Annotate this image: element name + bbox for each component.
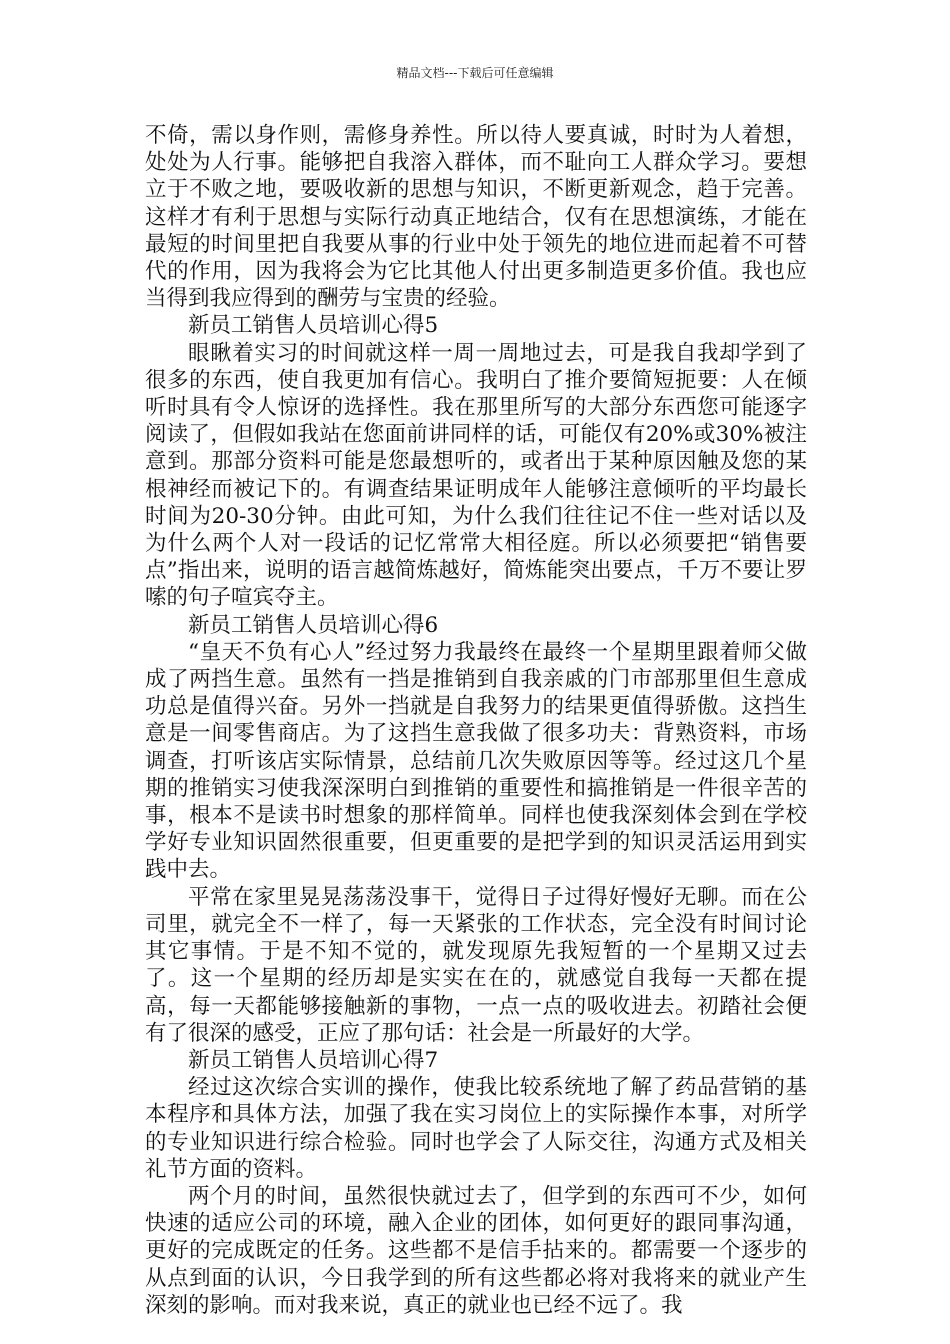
document-body (145, 122, 807, 1319)
paragraph-continuation: 不倚，需以身作则，需修身养性。所以待人要真诚，时时为人着想，处处为人行事。能够把自我溶入群体，而不耻向工人群众学习。要想立于不败之地，要吸收新的思想与知识，不断更新观念，趋于完善。这样才有利于思想与实际行动真正地结合，仅有在思想演练，才能在最短的时间里把自我要从事的行业中处于领先的地位进而起着不可替代的作用，因为我将会为它比其他人付出更多制造更多价值。我也应当得到我应得到的酬劳与宝贵的经验。 (145, 123, 807, 312)
section-heading-5: 新员工销售人员培训心得5 (188, 313, 439, 339)
page-header: 精品文档---下载后可任意编辑 (396, 66, 554, 80)
paragraph: 两个月的时间，虽然很快就过去了，但学到的东西可不少，如何快速的适应公司的环境，融入企业的团体，如何更好的跟同事沟通，更好的完成既定的任务。这些都不是信手拈来的。都需要一个逐步的从点到面的认识，今日我学到的所有这些都必将对我将来的就业产生深刻的影响。而对我来说，真正的就业也已经不远了。我 (145, 1183, 807, 1318)
paragraph: 平常在家里晃晃荡荡没事干，觉得日子过得好慢好无聊。而在公司里，就完全不一样了，每一天紧张的工作状态，完全没有时间讨论其它事情。于是不知不觉的，就发现原先我短暂的一个星期又过去了。这一个星期的经历却是实实在在的，就感觉自我每一天都在提高，每一天都能够接触新的事物，一点一点的吸收进去。初踏社会便有了很深的感受，正应了那句话：社会是一所最好的大学。 (145, 884, 807, 1046)
paragraph: 眼瞅着实习的时间就这样一周一周地过去，可是我自我却学到了很多的东西，使自我更加有信心。我明白了推介要简短扼要：人在倾听时具有令人惊讶的选择性。我在那里所写的大部分东西您可能逐字阅读了，但假如我站在您面前讲同样的话，可能仅有20%或30%被注意到。那部分资料可能是您最想听的，或者出于某种原因触及您的某根神经而被记下的。有调查结果证明成年人能够注意倾听的平均最长时间为20-30分钟。由此可知，为什么我们往往记不住一些对话以及为什么两个人对一段话的记忆常常大相径庭。所以必须要把“销售要点”指出来，说明的语言越简炼越好，简炼能突出要点，千万不要让罗嗦的句子喧宾夺主。 (145, 340, 807, 611)
paragraph: 经过这次综合实训的操作，使我比较系统地了解了药品营销的基本程序和具体方法，加强了我在实习岗位上的实际操作本事，对所学的专业知识进行综合检验。同时也学会了人际交往，沟通方式及相关礼节方面的资料。 (145, 1075, 807, 1182)
section-heading-6: 新员工销售人员培训心得6 (188, 612, 439, 638)
paragraph: “皇天不负有心人”经过努力我最终在最终一个星期里跟着师父做成了两挡生意。虽然有一挡是推销到自我亲戚的门市部那里但生意成功总是值得兴奋。另外一挡就是自我努力的结果更值得骄傲。这挡生意是一间零售商店。为了这挡生意我做了很多功夫：背熟资料，市场调查，打听该店实际情景，总结前几次失败原因等等。经过这几个星期的推销实习使我深深明白到推销的重要性和搞推销是一件很辛苦的事，根本不是读书时想象的那样简单。同样也使我深刻体会到在学校学好专业知识固然很重要，但更重要的是把学到的知识灵活运用到实践中去。 (145, 639, 807, 883)
section-heading-7: 新员工销售人员培训心得7 (188, 1047, 439, 1073)
